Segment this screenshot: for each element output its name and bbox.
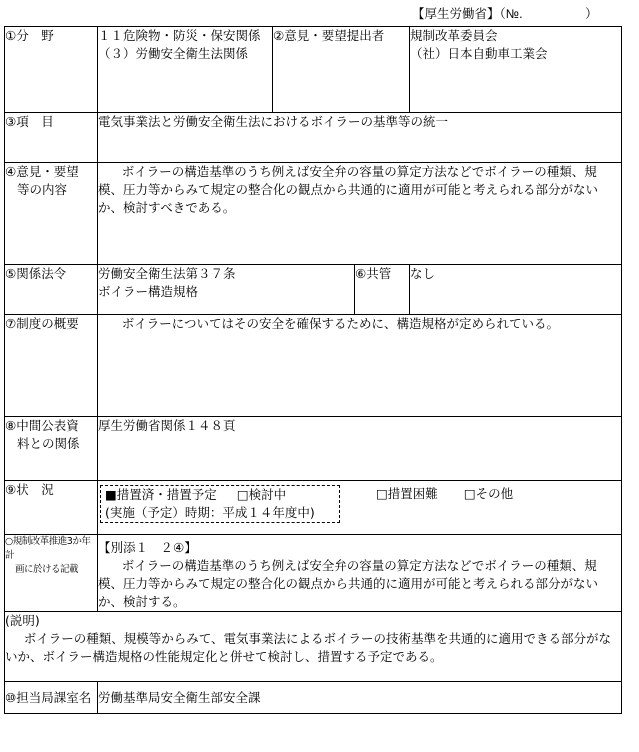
schedule-text: (実施（予定）時期：平成１４年度中) xyxy=(105,505,315,520)
plan-label-line: ○規制改革推進3か年計 xyxy=(5,536,91,561)
checkbox-other[interactable]: □その他 xyxy=(463,486,514,501)
item-label: ③項 目 xyxy=(5,113,98,163)
row-interim xyxy=(5,417,622,481)
plan-text: ボイラーの構造基準のうち例えば安全弁の容量の算定方法などでボイラーの種類、規模、圧力等からみて規定の整合化の観点から共通的に適用が可能と考えられる部分がないか、検討する。 xyxy=(98,558,599,609)
checkbox-reviewing[interactable]: □検討中 xyxy=(236,487,287,502)
submitter-line: （社）日本自動車工業会 xyxy=(410,46,548,61)
explanation-heading: (説明) xyxy=(5,613,40,628)
department-label: ⑩担当局課室名 xyxy=(5,682,98,714)
interim-label-line: 料との関係 xyxy=(17,436,80,451)
request-label xyxy=(5,163,98,265)
system-value: ボイラーについてはその安全を確保するために、構造規格が定められている。 xyxy=(98,315,622,417)
field-value-line: （３）労働安全衛生法関係 xyxy=(98,46,249,61)
plan-value xyxy=(98,535,622,612)
law-value xyxy=(98,265,355,315)
law-line: 労働安全衛生法第３７条 xyxy=(98,266,236,281)
explanation-text: ボイラーの種類、規模等からみて、電気事業法によるボイラーの技術基準を共通的に適用できる部分がないか、ボイラー構造規格の性能規定化と併せて検討し、措置する予定である。 xyxy=(5,631,612,664)
status-options xyxy=(98,481,622,535)
row-law xyxy=(5,265,622,315)
field-value-line: １１危険物・防災・保安関係 xyxy=(98,28,261,43)
interim-label-line: ⑧中間公表資 xyxy=(5,418,79,433)
row-field xyxy=(5,27,622,113)
plan-ref: 【別添１ ２④】 xyxy=(98,540,197,555)
form-header xyxy=(412,5,598,23)
item-value: 電気事業法と労働安全衛生法におけるボイラーの基準等の統一 xyxy=(98,113,622,163)
checkbox-done[interactable]: ■措置済・措置予定 xyxy=(105,487,217,502)
checkbox-difficult[interactable]: □措置困難 xyxy=(376,486,438,501)
row-plan xyxy=(5,535,622,612)
system-label: ⑦制度の概要 xyxy=(5,315,98,417)
submitter-value xyxy=(410,27,622,113)
request-label-line: 等の内容 xyxy=(17,182,68,197)
status-label: ⑨状 況 xyxy=(5,481,98,535)
joint-value: なし xyxy=(410,265,622,315)
request-label-line: ④意見・要望 xyxy=(5,164,79,179)
row-status xyxy=(5,481,622,535)
field-value xyxy=(98,27,273,113)
submitter-line: 規制改革委員会 xyxy=(410,28,498,43)
row-explanation xyxy=(5,612,622,682)
submitter-label: ②意見・要望提出者 xyxy=(273,27,410,113)
law-line: ボイラー構造規格 xyxy=(98,284,199,299)
law-label: ⑤関係法令 xyxy=(5,265,98,315)
interim-label xyxy=(5,417,98,481)
plan-label xyxy=(5,535,98,612)
explanation xyxy=(5,612,622,682)
joint-label: ⑥共管 xyxy=(355,265,410,315)
row-item xyxy=(5,113,622,163)
interim-value: 厚生労働省関係１４８頁 xyxy=(98,417,622,481)
row-request xyxy=(5,163,622,265)
ministry-label: 【厚生労働省】 xyxy=(412,6,500,21)
field-label: ①分 野 xyxy=(5,27,98,113)
status-selected-box xyxy=(100,485,340,523)
request-form-table xyxy=(4,26,622,714)
row-system xyxy=(5,315,622,417)
plan-label-line: 画に於ける記載 xyxy=(15,564,79,575)
number-label: （№. ） xyxy=(499,7,598,21)
department-value: 労働基準局安全衛生部安全課 xyxy=(98,682,622,714)
request-value: ボイラーの構造基準のうち例えば安全弁の容量の算定方法などでボイラーの種類、規模、圧力等からみて規定の整合化の観点から共通的に適用が可能と考えられる部分がないか、検討すべきである。 xyxy=(98,163,622,265)
row-department xyxy=(5,682,622,714)
